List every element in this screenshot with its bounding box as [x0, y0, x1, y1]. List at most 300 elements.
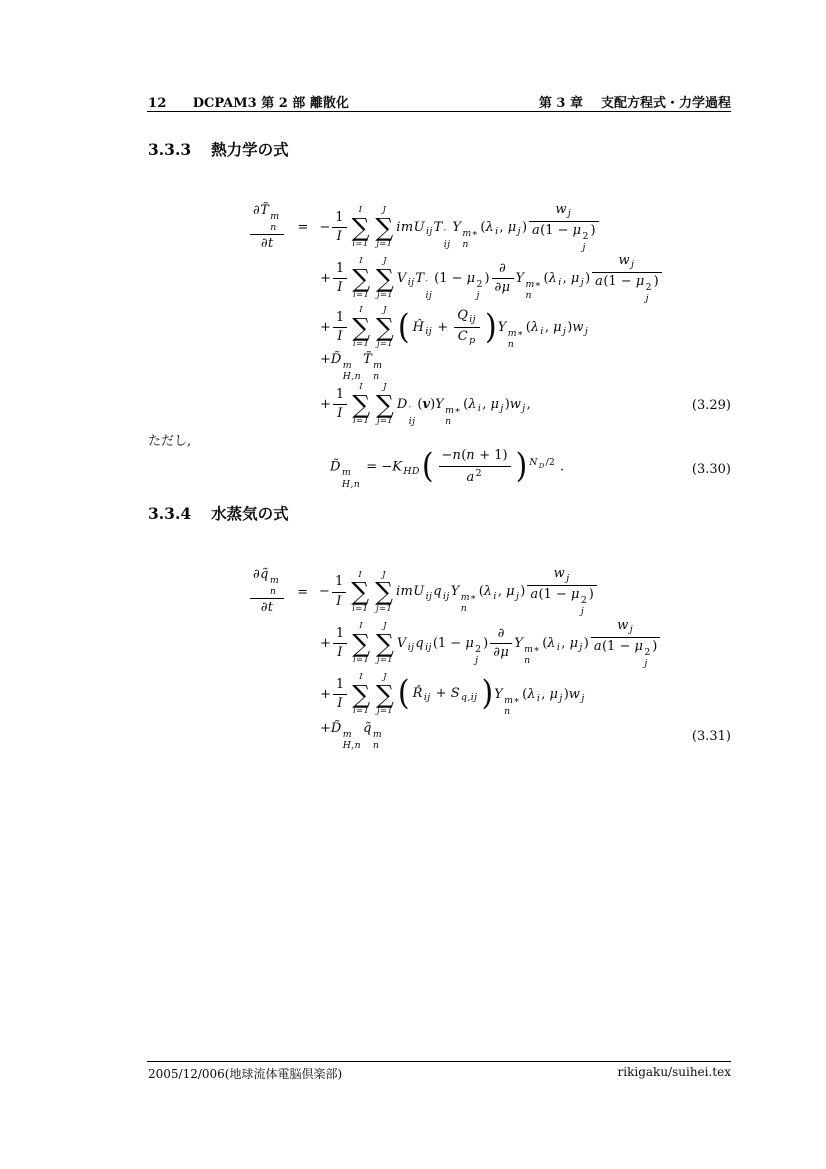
sigma-icon: ∑: [352, 312, 371, 342]
math-denominator: [591, 638, 661, 669]
math-token: D: [396, 397, 408, 413]
math-scripts: [581, 595, 587, 617]
math-token: ij: [425, 590, 433, 602]
math-numerator: [454, 308, 480, 328]
sigma-icon: ∑: [351, 212, 370, 242]
sum-upper-limit: I: [359, 382, 363, 393]
math-token: ij: [469, 314, 476, 326]
section-number: 3.3.4: [148, 504, 192, 523]
page-number: 12: [148, 96, 167, 111]
sum-upper-limit: I: [358, 569, 362, 580]
section-number: 3.3.3: [148, 140, 192, 159]
math-token: μ: [549, 686, 559, 702]
math-token: +: [320, 721, 331, 737]
math-token: C: [457, 329, 469, 344]
math-fraction: [454, 308, 480, 347]
math-fraction: [333, 261, 347, 297]
math-token: (1 −: [432, 636, 466, 652]
math-token: S: [450, 685, 460, 701]
equation-line: [148, 202, 731, 253]
math-token: λ: [527, 686, 536, 702]
math-subscript: [445, 416, 451, 427]
math-token: (: [522, 686, 528, 702]
math-token: 2: [645, 281, 652, 293]
math-token: w: [617, 618, 629, 633]
math-token: T: [433, 220, 443, 236]
math-token: ): [590, 222, 596, 238]
math-token: +: [320, 320, 331, 335]
math-scripts: [504, 695, 520, 717]
math-token: w: [553, 566, 566, 582]
math-token: K: [392, 459, 403, 475]
sum-upper-limit: I: [359, 672, 363, 683]
math-token: ): [652, 638, 658, 654]
math-token: i: [558, 277, 562, 289]
math-token: j: [631, 259, 635, 271]
math-token: μ: [569, 636, 579, 652]
math-token: n: [507, 338, 515, 350]
math-subscript: [461, 692, 477, 703]
math-token: V: [396, 636, 407, 652]
math-token: μ: [635, 274, 645, 290]
math-superscript: [425, 279, 428, 290]
math-scripts: [444, 228, 451, 250]
math-superscript: [476, 468, 482, 479]
math-token: i: [536, 693, 541, 705]
math-token: (1 −: [434, 271, 467, 287]
math-paren-group: [397, 674, 494, 714]
math-token: 2: [644, 646, 651, 658]
math-token: i: [495, 226, 499, 238]
math-superscript: [270, 211, 279, 222]
math-denominator: [332, 593, 346, 610]
math-subscript: [426, 591, 433, 602]
sum-lower-limit: j=1: [376, 290, 394, 301]
math-subscript: [478, 403, 481, 414]
sigma-icon: ∑: [351, 577, 370, 607]
math-token: p: [469, 335, 476, 347]
page-header: [148, 92, 731, 111]
math-token: n: [373, 371, 380, 383]
math-token: ij: [425, 289, 433, 301]
math-token: R̂: [412, 685, 423, 701]
math-subscript: [408, 277, 415, 288]
left-paren-icon: (: [421, 446, 434, 487]
equation-3-30: [148, 446, 731, 492]
math-token: j: [579, 642, 583, 654]
math-token: −: [441, 448, 453, 464]
math-token: ′: [443, 227, 447, 239]
sigma-icon: ∑: [376, 679, 394, 709]
math-token: (: [480, 220, 486, 236]
summation-operator: [375, 206, 393, 249]
equation-line: [148, 669, 731, 721]
math-token: j: [629, 624, 633, 636]
math-fraction: [529, 202, 599, 253]
math-token: (: [461, 448, 467, 464]
math-token: ,: [541, 686, 550, 702]
math-token: ,: [482, 397, 491, 413]
math-token: H,n: [342, 371, 362, 383]
math-token: V: [396, 271, 407, 287]
math-subscript: [500, 403, 503, 414]
math-token: m: [342, 359, 352, 371]
math-token: n: [269, 586, 277, 598]
math-fraction: [333, 626, 347, 662]
sigma-icon: ∑: [376, 628, 394, 658]
math-scripts: [462, 228, 478, 250]
equation-lhs: [248, 203, 286, 252]
math-scripts: [477, 279, 483, 301]
math-superscript: [461, 592, 477, 603]
math-token: I: [337, 329, 343, 344]
math-subscript: [443, 591, 450, 602]
math-denominator: [250, 235, 284, 252]
summation-operator: [376, 306, 394, 349]
math-token: μ: [490, 397, 500, 413]
math-token: m: [373, 359, 383, 371]
math-denominator: [492, 279, 514, 296]
math-scripts: [508, 328, 524, 350]
math-numerator: [529, 202, 599, 222]
math-superscript: [373, 360, 382, 371]
math-scripts: [644, 647, 650, 669]
math-subscript: [425, 290, 432, 301]
math-token: j: [645, 292, 649, 304]
math-token: m∗: [445, 404, 462, 416]
math-paren-content: [434, 448, 516, 486]
sum-lower-limit: j=1: [376, 706, 394, 717]
math-superscript: [343, 729, 352, 740]
math-token: a: [593, 638, 602, 654]
math-subscript: [469, 335, 475, 346]
math-token: m: [270, 210, 280, 222]
math-token: Y: [435, 397, 445, 413]
math-superscript: [477, 279, 483, 290]
sum-lower-limit: i=1: [352, 239, 369, 250]
math-superscript: [526, 279, 542, 290]
math-token: +: [320, 636, 331, 652]
math-token: λ: [485, 220, 495, 236]
math-token: Y: [497, 320, 507, 335]
math-token: μ: [466, 271, 476, 287]
math-superscript: [373, 729, 382, 740]
math-token: m∗: [504, 694, 521, 706]
math-token: j: [559, 693, 563, 705]
math-token: ij: [407, 277, 415, 289]
math-token: n: [525, 289, 532, 301]
summation-operator: [352, 622, 370, 665]
math-token: ij: [408, 416, 416, 427]
math-token: j: [515, 590, 520, 602]
math-token: n: [372, 739, 380, 751]
page-footer: [148, 1065, 731, 1082]
math-token: Y: [450, 584, 460, 600]
sum-lower-limit: j=1: [375, 603, 393, 614]
math-token: i: [493, 590, 497, 602]
math-superscript: [444, 228, 447, 239]
math-fraction: [333, 387, 347, 423]
math-token: 2: [476, 278, 483, 290]
math-token: (1 −: [601, 638, 635, 654]
math-fraction: [592, 253, 662, 304]
math-token: I: [337, 645, 343, 661]
math-scripts: [373, 360, 382, 382]
math-token: λ: [468, 397, 477, 413]
sigma-icon: ∑: [375, 212, 394, 242]
math-subscript: [631, 259, 634, 270]
equation-number: (3.30): [691, 461, 731, 477]
math-subscript: [563, 326, 566, 337]
math-token: ij: [443, 590, 450, 602]
math-token: μ: [570, 271, 580, 287]
math-token: I: [336, 593, 342, 609]
math-token: D: [538, 461, 545, 470]
math-denominator: [490, 644, 512, 661]
math-superscript: [342, 467, 351, 478]
math-denominator: [333, 695, 347, 712]
math-token: j: [522, 403, 526, 415]
equation-term: [319, 566, 599, 617]
math-token: ,: [499, 220, 508, 236]
math-subscript: [343, 740, 361, 751]
right-paren-icon: ): [515, 446, 528, 487]
math-token: /2: [545, 457, 555, 469]
math-token: D̃: [330, 459, 341, 475]
equation-term: [320, 618, 662, 669]
math-token: j: [476, 289, 480, 301]
math-numerator: [492, 261, 514, 279]
math-scripts: [425, 279, 432, 301]
math-paren-content: [410, 686, 482, 703]
math-token: (: [542, 636, 548, 652]
math-numerator: [592, 253, 662, 273]
sigma-icon: ∑: [352, 628, 371, 658]
math-superscript: [581, 595, 587, 606]
math-numerator: [439, 448, 511, 466]
math-token: a: [532, 222, 541, 238]
math-token: imU: [396, 220, 425, 236]
math-fraction: [250, 203, 284, 252]
left-paren-icon: (: [397, 674, 410, 714]
right-paren-icon: ): [481, 674, 494, 714]
math-token: Ĥ: [412, 320, 425, 335]
math-scripts: [409, 405, 416, 427]
sigma-icon: ∑: [376, 263, 394, 293]
sigma-icon: ∑: [352, 263, 371, 293]
math-subscript: [493, 591, 496, 602]
math-subscript: [343, 371, 361, 382]
math-subscript: [559, 693, 562, 704]
math-subscript: [581, 606, 584, 617]
math-token: μ: [572, 222, 582, 238]
sum-upper-limit: J: [383, 256, 387, 267]
math-token: j: [567, 208, 572, 220]
math-token: m∗: [462, 227, 479, 239]
math-token: ∂: [253, 202, 261, 218]
math-token: q,ij: [461, 692, 478, 704]
section-title: 熱力学の式: [211, 142, 289, 159]
summation-operator: [352, 673, 370, 716]
footer-left-text: 2005/12/006(地球流体電脳倶楽部): [148, 1067, 343, 1081]
math-subscript: [426, 226, 433, 237]
math-token: ): [521, 220, 528, 236]
math-token: m: [269, 574, 280, 586]
math-token: .: [555, 459, 565, 475]
math-token: D̃: [330, 721, 342, 737]
math-token: ′: [408, 404, 412, 416]
math-subscript: [444, 239, 451, 250]
math-fraction: [333, 677, 347, 713]
math-token: (: [543, 271, 549, 287]
math-paren-content: [410, 308, 485, 347]
math-token: ): [567, 320, 573, 335]
math-scripts: [342, 467, 360, 489]
math-token: −: [319, 220, 331, 236]
math-token: Y: [452, 220, 462, 236]
math-denominator: [333, 644, 347, 661]
math-subscript: [581, 693, 584, 704]
sum-lower-limit: i=1: [353, 655, 370, 666]
math-token: I: [337, 695, 343, 711]
math-token: j: [581, 693, 585, 705]
math-token: μ: [634, 638, 644, 654]
header-chapter: 第 3 章: [538, 96, 583, 111]
interline-text: ただし,: [148, 434, 192, 449]
equation-line: [148, 352, 731, 382]
math-token: w: [555, 202, 567, 217]
math-subscript: [425, 326, 432, 337]
math-token: H,n: [342, 739, 362, 751]
math-subscript: [518, 226, 521, 237]
math-token: i: [477, 403, 482, 415]
math-token: μ: [570, 587, 580, 603]
math-token: μ: [506, 584, 515, 600]
math-subscript: [566, 573, 569, 584]
math-denominator: [333, 405, 347, 422]
summation-operator: [352, 383, 370, 426]
math-token: 2: [580, 595, 587, 607]
math-denominator: [527, 586, 597, 617]
sum-upper-limit: J: [383, 305, 387, 316]
math-fraction: [250, 567, 284, 616]
math-token: q: [433, 584, 443, 600]
sigma-icon: ∑: [352, 389, 371, 419]
math-token: 1: [334, 574, 344, 590]
math-superscript: [270, 575, 279, 586]
math-token: j: [562, 326, 567, 338]
sigma-icon: ∑: [352, 679, 371, 709]
math-token: ): [504, 397, 510, 413]
math-superscript: [644, 647, 650, 658]
math-token: n: [462, 238, 469, 250]
math-token: Y: [514, 636, 524, 652]
math-token: w: [572, 320, 584, 335]
math-subscript: [342, 479, 360, 490]
equation-line: [148, 304, 731, 352]
math-token: 1: [335, 209, 344, 225]
math-subscript: [644, 658, 647, 669]
equation-term: [320, 383, 531, 427]
math-scripts: [343, 729, 361, 751]
math-token: 2: [475, 467, 482, 479]
math-token: w: [618, 253, 631, 269]
math-token: λ: [548, 271, 558, 287]
math-token: j: [644, 657, 648, 669]
sum-upper-limit: J: [382, 569, 386, 580]
math-token: ,: [544, 320, 554, 335]
sigma-icon: ∑: [376, 389, 394, 419]
math-token: m: [341, 467, 352, 479]
equation-line: [148, 446, 731, 492]
math-fraction: [439, 448, 511, 486]
summation-operator: [376, 383, 394, 426]
math-scripts: [475, 644, 481, 666]
math-subscript: [508, 339, 514, 350]
math-token: T̃: [363, 352, 373, 368]
math-token: HD: [403, 465, 420, 477]
sum-upper-limit: J: [382, 205, 387, 216]
math-token: +: [320, 397, 331, 413]
math-fraction: [591, 618, 661, 669]
math-token: 1: [335, 625, 345, 641]
math-scripts: [270, 211, 279, 233]
math-token: ∂: [253, 567, 261, 583]
header-right-title: 支配方程式・力学過程: [600, 95, 731, 110]
math-token: i: [556, 642, 561, 654]
summation-operator: [352, 206, 370, 249]
math-token: j: [517, 226, 521, 238]
equation-term: [320, 306, 589, 350]
math-subscript: [469, 314, 476, 325]
math-token: j: [475, 654, 479, 666]
math-subscript: [579, 642, 582, 653]
math-token: (1 −: [538, 587, 571, 603]
math-subscript: [581, 277, 584, 288]
math-subscript: [409, 416, 416, 427]
math-subscript: [539, 462, 545, 470]
math-token: j: [580, 277, 585, 289]
math-paren-group: [422, 448, 527, 486]
equation-term: [320, 253, 664, 304]
math-numerator: [333, 310, 347, 328]
math-subscript: [583, 242, 586, 253]
math-token: j: [582, 241, 586, 253]
math-token: Y: [494, 686, 504, 702]
math-subscript: [504, 706, 510, 717]
math-subscript: [424, 692, 431, 703]
math-subscript: [373, 371, 379, 382]
math-subscript: [585, 326, 588, 337]
math-token: v: [422, 397, 431, 413]
math-token: a: [466, 469, 475, 485]
math-subscript: [557, 642, 560, 653]
math-token: ∂: [498, 260, 507, 276]
math-token: (1 −: [603, 274, 636, 290]
math-denominator: [332, 228, 346, 245]
math-token: i: [540, 326, 544, 338]
math-subscript: [568, 208, 571, 219]
math-subscript: [558, 277, 561, 288]
math-token: m∗: [524, 643, 541, 655]
math-subscript: [403, 466, 419, 477]
math-superscript: [529, 457, 554, 468]
sum-lower-limit: j=1: [376, 239, 393, 250]
math-token: N: [529, 457, 538, 469]
math-token: ): [520, 584, 526, 600]
math-token: q̃: [260, 567, 269, 583]
math-token: ij: [425, 326, 433, 338]
